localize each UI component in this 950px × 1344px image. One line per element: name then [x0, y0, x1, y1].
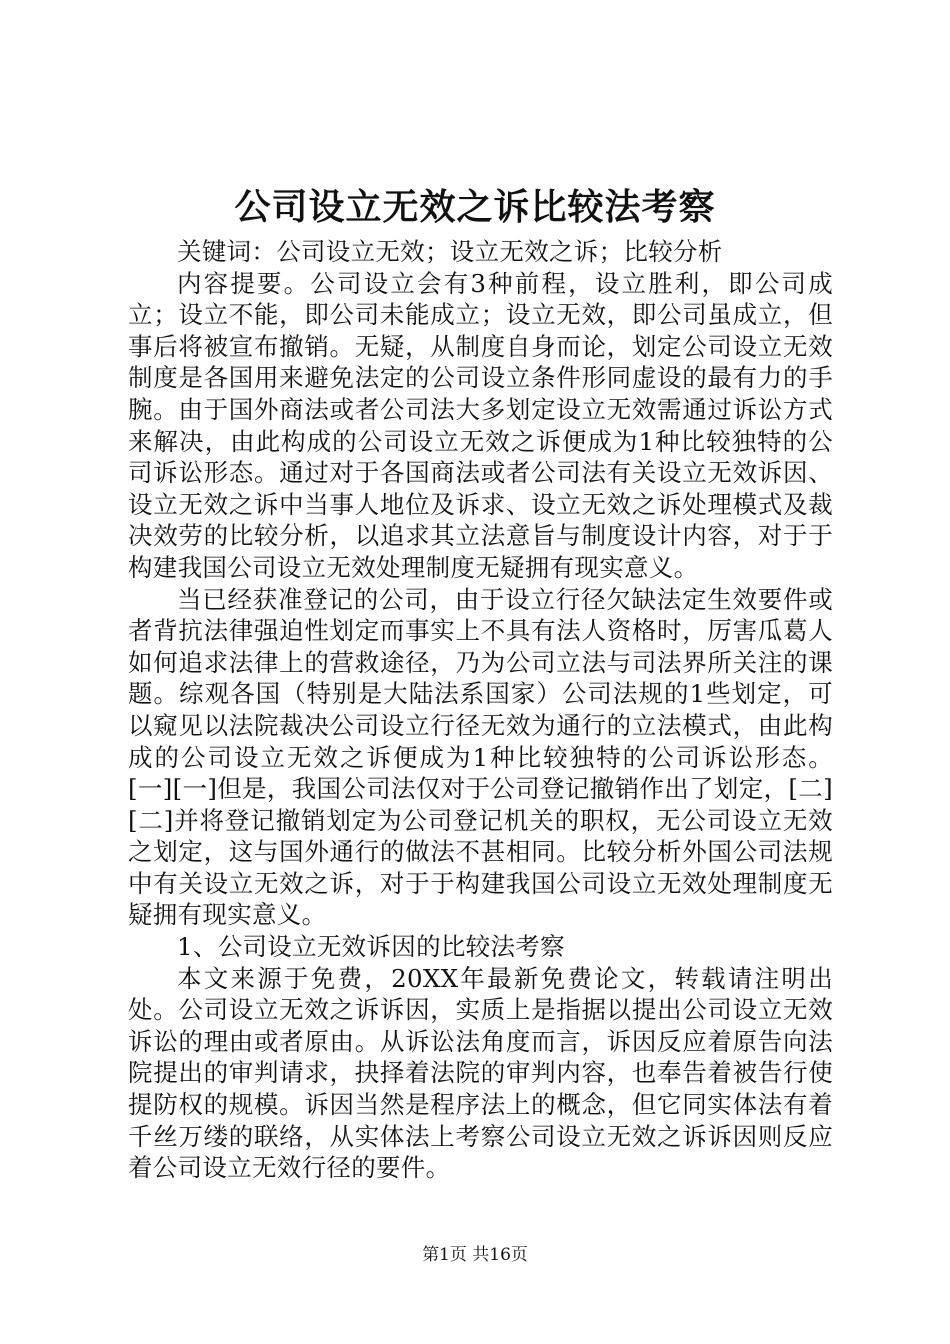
document-title: 公司设立无效之诉比较法考察: [234, 186, 716, 228]
document-body: [128, 236, 833, 1184]
abstract-paragraph: 内容提要。公司设立会有3种前程，设立胜利，即公司成立；设立不能，即公司未能成立；设立无效，即公司虽成立，但事后将被宣布撤销。无疑，从制度自身而论，划定公司设立无效制度是各国用来避免法定的公司设立条件形同虚设的最有力的手腕。由于国外商法或者公司法大多划定设立无效需通过诉讼方式来解决，由此构成的公司设立无效之诉便成为1种比较独特的公司诉讼形态。通过对于各国商法或者公司法有关设立无效诉因、设立无效之诉中当事人地位及诉求、设立无效之诉处理模式及裁决效劳的比较分析，以追求其立法意旨与制度设计内容，对于于构建我国公司设立无效处理制度无疑拥有现实意义。: [128, 268, 833, 582]
section-paragraph: 本文来源于免费，20XX年最新免费论文，转载请注明出处。公司设立无效之诉诉因，实质上是指据以提出公司设立无效诉讼的理由或者原由。从诉讼法角度而言，诉因反应着原告向法院提出的审判请求，抉择着法院的审判内容，也奉告着被告行使提防权的规模。诉因当然是程序法上的概念，但它同实体法有着千丝万缕的联络，从实体法上考察公司设立无效之诉诉因则反应着公司设立无效行径的要件。: [128, 963, 833, 1183]
section-heading: 1、公司设立无效诉因的比较法考察: [177, 932, 565, 962]
page-footer: 第1页 共16页: [422, 1245, 528, 1265]
keywords-paragraph: 关键词：公司设立无效；设立无效之诉；比较分析: [177, 237, 723, 266]
intro-paragraph: 当已经获准登记的公司，由于设立行径欠缺法定生效要件或者背抗法律强迫性划定而事实上不具有法人资格时，厉害瓜葛人如何追求法律上的营救途径，乃为公司立法与司法界所关注的课题。综观各国（特别是大陆法系国家）公司法规的1些划定，可以窥见以法院裁决公司设立行径无效为通行的立法模式，由此构成的公司设立无效之诉便成为1种比较独特的公司诉讼形态。[一][一]但是，我国公司法仅对于公司登记撤销作出了划定，[二][二]并将登记撤销划定为公司登记机关的职权，无公司设立无效之划定，这与国外通行的做法不甚相同。比较分析外国公司法规中有关设立无效之诉，对于于构建我国公司设立无效处理制度无疑拥有现实意义。: [128, 584, 833, 930]
